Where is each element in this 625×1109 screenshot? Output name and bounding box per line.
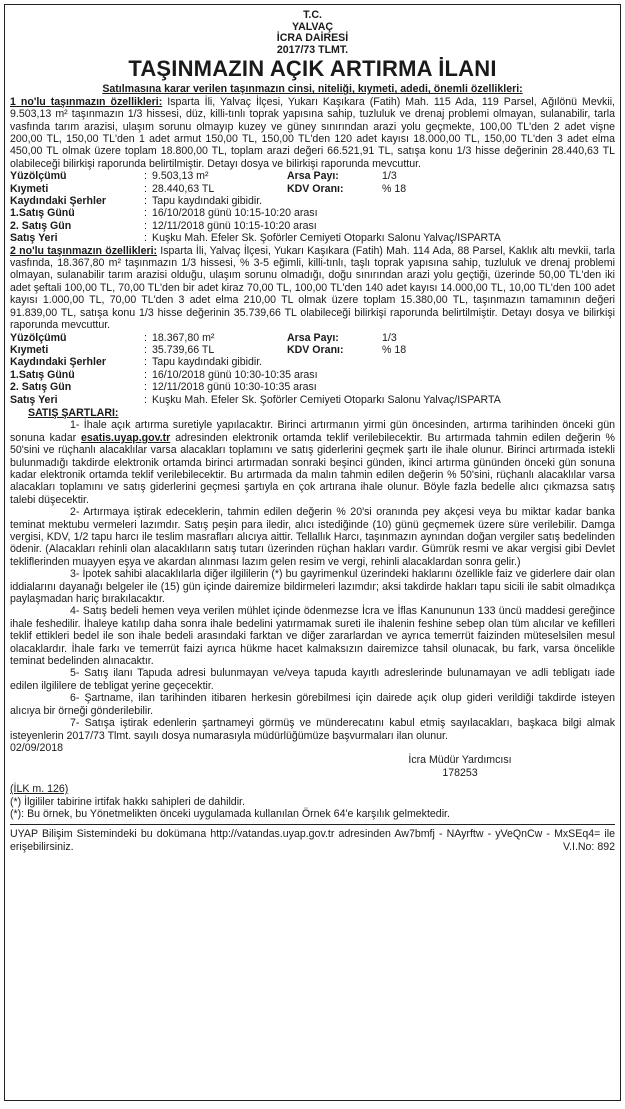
condition-2: 2- Artırmaya iştirak edeceklerin, tahmin edilen değerin % 20'si oranında pey akçesi veya bu miktar kadar banka teminat mektubu vermeleri lazımdır. Satış peşin para iledir, alıcı istediğinde (10) günü geçmemek üzere süre verilebilir. Damga vergisi, KDV, 1/2 tapu harcı ile teslim masrafları alıcıya aittir. Tellallık Harcı, taşınmazın aynından doğan vergiler satış bedelinden ödenir. (Alacakları rehinli olan alacaklıların satış tutarı üzerinden rüçhan hakları vardır. Gümrük resmi ve akar vergisi gibi Devlet tekliflerinden muayyen eşya ve akardan alınması lazım gelen resim ve vergi, rehinli alacaklardan sonra gelir.) — [10, 506, 615, 568]
property2-value: 35.739,66 TL — [152, 343, 215, 356]
property1-description: Isparta İli, Yalvaç İlçesi, Yukarı Kaşıkara (Fatih) Mah. 115 Ada, 119 Parsel, Ağılönü Mevkii, 9.503,13 m² taşınmazın 1/3 hissesi, düz, killi-tınlı toprak yapısına sahip, tuzluluk ve drenaj problemi olmayan, sulanabilir, tarla vasfında tarım arazisi, ulaşım sorunu olmayıp kuzey ve güney sınırından arazi yolu geçmekte, 100,00 TL'den 2 adet vişne 200,00 TL, 150,00 TL'den 1 adet armut 150,00 TL, 150,00 TL'den 120 adet kayısı 18.000,00 TL, 150,00 TL'den 3 adet elma 450,00 TL olmak üzere toplam 18.800,00 TL, toplam arazi değeri 66.521,91 TL, satışa konu 1/3 hisse değerinin 28.440,63 TL olabileceği bilirkişi raporunda belirtilmiştir. Detayı dosya ve bilirkişi raporunda mevcuttur. — [10, 95, 615, 170]
property1-description-block — [10, 96, 615, 170]
property1-place-value: Kuşku Mah. Efeler Sk. Şoförler Cemiyeti Otoparkı Salonu Yalvaç/ISPARTA — [152, 232, 501, 245]
property2-kdv-value: % 18 — [382, 343, 407, 356]
property2-sale2-row: 2. Satış Gün : 12/11/2018 günü 10:30-10:35 arası — [10, 381, 615, 393]
property2-sale1-row: 1.Satış Günü : 16/10/2018 günü 10:30-10:35 arası — [10, 369, 615, 381]
property2-sale1-value: 16/10/2018 günü 10:30-10:35 arası — [152, 368, 318, 381]
notice-content — [10, 10, 615, 853]
property1-sale2-row: 2. Satış Gün : 12/11/2018 günü 10:15-10:20 arası — [10, 220, 615, 232]
condition-1-text-b: adresinden elektronik ortamda teklif verilebilecektir. Bu artırmada tahmin edilen değerin % 50'sini ve rüçhanlı alacaklılar varsa alacakları toplamını ve satış giderlerini geçmek şartı ile ihale olunur. Birinci artırmada istekli bulunmadığı takdirde elektronik ortamda birinci artırmadan sonraki beşinci günden, ikinci artırma gününden önceki gün sonuna kadar elektronik ortamda teklif verilebilecektir. Bu artırmada da malın tahmin edilen değerin % 50'sini, rüçhanlı alacaklılar varsa alacakları toplamını ve satış giderlerini geçmesi şartıyla en çok artırana ihale olunur. Böyle fazla bedelle alıcı çıkmazsa satış talebi düşecektir. — [10, 431, 615, 506]
conditions-title: SATIŞ ŞARTLARI: — [28, 406, 119, 419]
property2-place-label: Satış Yeri — [10, 393, 58, 406]
property1-value-row: Kıymeti : 28.440,63 TL KDV Oranı: % 18 — [10, 183, 615, 195]
property2-sale1-label: 1.Satış Günü — [10, 368, 75, 381]
condition-1 — [10, 419, 615, 506]
property1-sale1-value: 16/10/2018 günü 10:15-10:20 arası — [152, 207, 318, 220]
property2-share-value: 1/3 — [382, 331, 397, 344]
property1-share-value: 1/3 — [382, 170, 397, 183]
property1-sale1-row: 1.Satış Günü : 16/10/2018 günü 10:15-10:20 arası — [10, 207, 615, 219]
property2-place-row: Satış Yeri : Kuşku Mah. Efeler Sk. Şoförler Cemiyeti Otoparkı Salonu Yalvaç/ISPARTA — [10, 394, 615, 406]
property2-value-row: Kıymeti : 35.739,66 TL KDV Oranı: % 18 — [10, 344, 615, 356]
property1-record-label: Kaydındaki Şerhler — [10, 195, 106, 208]
property1-kdv-label: KDV Oranı: — [287, 182, 344, 195]
property1-share-label: Arsa Payı: — [287, 170, 339, 183]
property1-area-label: Yüzölçümü — [10, 170, 67, 183]
property1-value-label: Kıymeti — [10, 182, 49, 195]
condition-5: 5- Satış ilanı Tapuda adresi bulunmayan ve/veya tapuda kayıtlı adreslerinde bulunamayan ve adli tebligatı iade edilen ilgililere de tebligat yerine geçecektir. — [10, 667, 615, 692]
property2-share-label: Arsa Payı: — [287, 331, 339, 344]
signer-title: İcra Müdür Yardımcısı — [408, 754, 512, 767]
footer-divider — [10, 824, 615, 825]
property2-record-row: Kaydındaki Şerhler : Tapu kaydındaki gibidir. — [10, 356, 615, 368]
notice-page — [4, 4, 621, 1101]
vi-number: V.I.No: 892 — [562, 840, 615, 853]
signer-id: 178253 — [442, 766, 478, 779]
footnotes — [10, 783, 615, 820]
property2-kdv-label: KDV Oranı: — [287, 343, 344, 356]
property1-sale2-label: 2. Satış Gün — [10, 219, 72, 232]
property1-sale2-value: 12/11/2018 günü 10:15-10:20 arası — [152, 219, 317, 232]
property1-record-row: Kaydındaki Şerhler : Tapu kaydındaki gibidir. — [10, 195, 615, 207]
uyap-access-note — [10, 828, 615, 853]
condition-3: 3- İpotek sahibi alacaklılarla diğer ilgililerin (*) bu gayrimenkul üzerindeki haklarını özellikle faiz ve giderlere dair olan iddialarını dayanağı belgeler ile (15) gün içinde dairemize bildirmeleri lazımdır; aksi takdirde hakları tapu sicili ile sabit olmadıkça paylaşmadan hariç bırakılacaktır. — [10, 568, 615, 606]
header-town: YALVAÇ — [291, 20, 333, 33]
header-office: İCRA DAİRESİ — [276, 32, 349, 45]
condition-4: 4- Satış bedeli hemen veya verilen mühlet içinde ödenmezse İcra ve İflas Kanununun 133 üncü maddesi gereğince ihale feshedilir. İhaleye katılıp daha sonra ihale bedelini yatırmamak sureti ile ihalenin feshine sebep olan tüm alıcılar ve kefilleri teklif ettikleri bedel ile son ihale bedeli arasındaki farktan ve diğer zararlardan ve ayrıca temerrüt faizinden müteselsilen mesul olacaklardır. İhale farkı ve temerrüt faizi ayrıca hükme hacet kalmaksızın dairemizce tahsil olunacak, bu fark, varsa öncelikle teminat bedelinden alınacaktır. — [10, 605, 615, 668]
esatis-link[interactable]: esatis.uyap.gov.tr — [81, 431, 171, 444]
property2-value-label: Kıymeti — [10, 343, 49, 356]
condition-6: 6- Şartname, ilan tarihinden itibaren herkesin görebilmesi için dairede açık olup gideri verildiği takdirde isteyen alıcıya bir örneği gönderilebilir. — [10, 692, 615, 717]
footnote-1: (*) İlgililer tabirine irtifak hakkı sahipleri de dahildir. — [10, 795, 245, 808]
property1-heading: 1 no'lu taşınmazın özellikleri: — [10, 95, 163, 108]
property1-area-row: Yüzölçümü : 9.503,13 m² Arsa Payı: 1/3 — [10, 170, 615, 182]
property2-area-label: Yüzölçümü — [10, 331, 67, 344]
condition-1-text-a: 1- İhale açık artırma suretiyle yapılacaktır. Birinci artırmanın yirmi gün öncesinden, artırma tarihinden önceki gün sonuna kadar — [10, 419, 615, 444]
property2-area-value: 18.367,80 m² — [152, 331, 215, 344]
property1-sale1-label: 1.Satış Günü — [10, 207, 75, 220]
property1-place-row: Satış Yeri : Kuşku Mah. Efeler Sk. Şoförler Cemiyeti Otoparkı Salonu Yalvaç/ISPARTA — [10, 232, 615, 244]
property1-place-label: Satış Yeri — [10, 232, 58, 245]
property2-description-block — [10, 245, 615, 332]
property2-description: Isparta İli, Yalvaç İlçesi, Yukarı Kaşıkara (Fatih) Mah. 114 Ada, 88 Parsel, Kaklık altı mevkii, tarla vasfında, 18.367,80 m² taşınmazın 1/3 hissesi, % 3-5 eğimli, killi-tınlı, taşlı toprak yapısına sahip, tuzluluk ve drenaj problemi olmayan, sulanabilir tarım arazisi olduğu, ulaşım sorunu olmadığı, doğu sınırından arazi yolu geçtiği, üzerinde 50,00 TL'den iki adet şeftali 100,00 TL, 70,00 TL'den bir adet kiraz 70,00 TL, 100,00 TL'den 140 adet kayısı 14.000,00 TL, 10,00 TL'den 100 adet kayısı 1.000,00 TL, 70,00 TL'den 3 adet elma 210,00 TL olmak üzere toplam 15.380,00 TL, taşınmazın tamamının değeri 91.839,00 TL, satışa konu 1/3 hisse değerinin 35.739,66 TL olabileceği bilirkişi raporunda belirtilmiştir. Detayı dosya ve bilirkişi raporunda mevcuttur. — [10, 244, 616, 332]
page-title: TAŞINMAZIN AÇIK ARTIRMA İLANI — [128, 56, 497, 82]
property2-sale2-label: 2. Satış Gün — [10, 381, 72, 394]
property2-record-label: Kaydındaki Şerhler — [10, 356, 106, 369]
footnote-2: (*): Bu örnek, bu Yönetmelikten önceki uygulamada kullanılan Örnek 64'e karşılık gelmektedir. — [10, 807, 450, 820]
property1-record-value: Tapu kaydındaki gibidir. — [152, 195, 263, 208]
property1-area-value: 9.503,13 m² — [152, 170, 209, 183]
property1-value: 28.440,63 TL — [152, 182, 215, 195]
subtitle: Satılmasına karar verilen taşınmazın cinsi, niteliği, kıymeti, adedi, önemli özellikleri: — [102, 83, 523, 96]
property2-sale2-value: 12/11/2018 günü 10:30-10:35 arası — [152, 381, 317, 394]
header-tc: T.C. — [303, 9, 322, 21]
uyap-access-text: UYAP Bilişim Sistemindeki bu dokümana http://vatandas.uyap.gov.tr adresinden Aw7bmfj - NAyrftw - yVeQnCw - MxSEq4= ile erişebilirsiniz. — [10, 828, 615, 853]
property2-area-row: Yüzölçümü : 18.367,80 m² Arsa Payı: 1/3 — [10, 332, 615, 344]
property2-record-value: Tapu kaydındaki gibidir. — [152, 356, 263, 369]
property2-heading: 2 no'lu taşınmazın özellikleri: — [10, 244, 158, 257]
condition-7: 7- Satışa iştirak edenlerin şartnameyi görmüş ve münderecatını kabul etmiş sayılacakları, başkaca bilgi almak isteyenlerin 2017/73 Tlmt. sayılı dosya numarasıyla müdürlüğümüze başvurmaları ilan olunur. — [10, 717, 615, 742]
header-file-no: 2017/73 TLMT. — [276, 43, 349, 56]
property2-place-value: Kuşku Mah. Efeler Sk. Şoförler Cemiyeti Otoparkı Salonu Yalvaç/ISPARTA — [152, 393, 501, 406]
footnote-ilk: (İLK m. 126) — [10, 783, 69, 796]
property1-kdv-value: % 18 — [382, 182, 407, 195]
notice-date: 02/09/2018 — [10, 741, 64, 754]
